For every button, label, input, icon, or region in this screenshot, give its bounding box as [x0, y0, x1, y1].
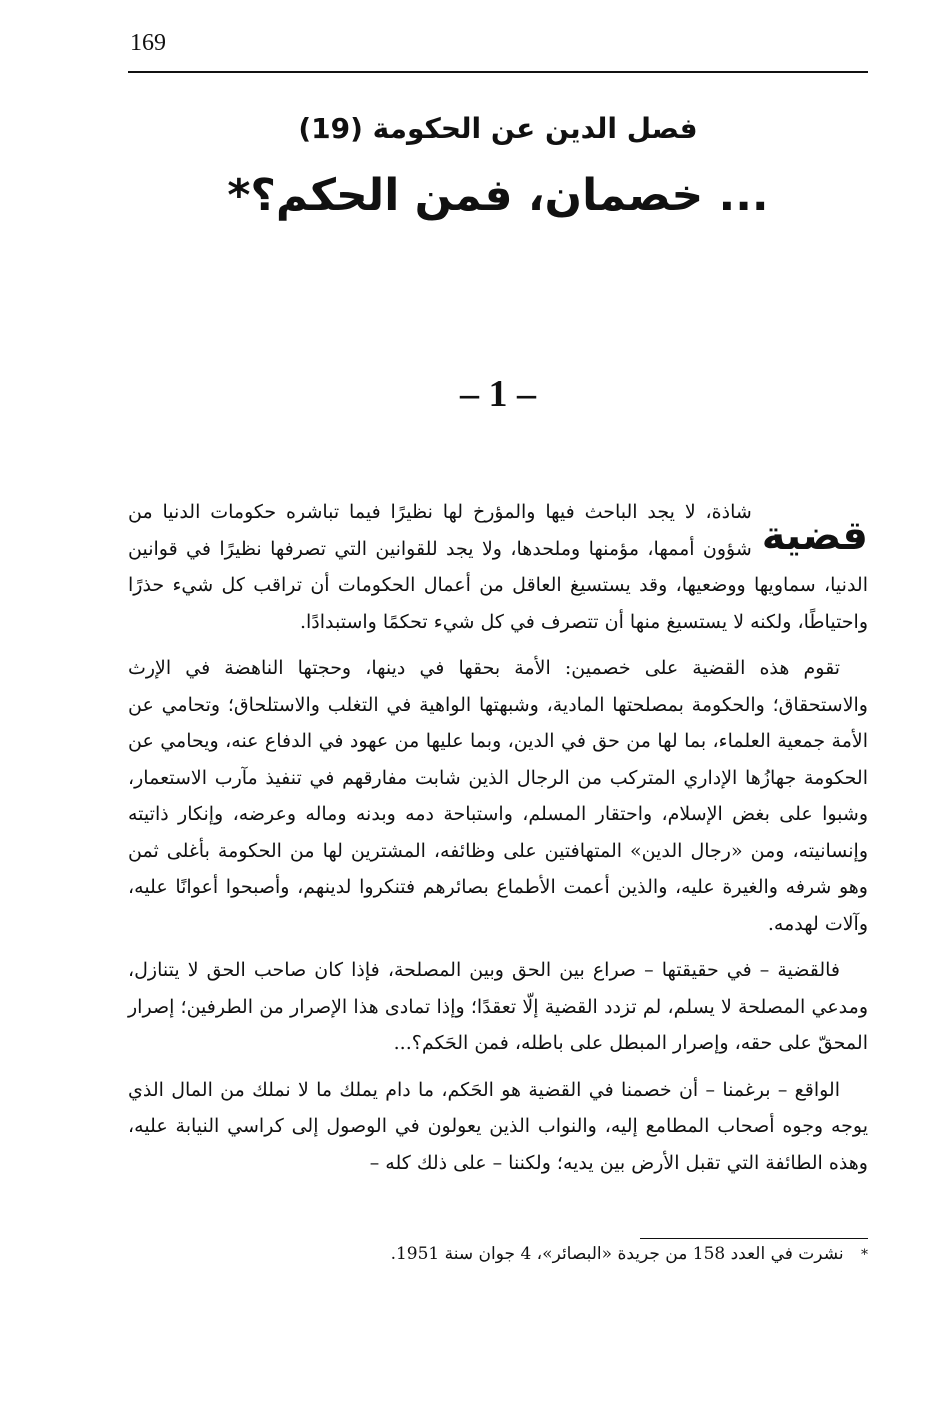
section-number: – 1 –	[460, 373, 536, 415]
paragraph: تقوم هذه القضية على خصمين: الأمة بحقها في دينها، وحجتها الناهضة في الإرث والاستحقاق؛ والحكومة بمصلحتها المادية، وشبهتها الواهية في التغلب والاستلحاق؛ وتحامي عن الأمة جمعية العلماء، بما لها من حق في الدين، وبما عليها من عهود في الدفاع عنه، ويحامي عن الحكومة جهازُها الإداري المتركب من الرجال الذين شابت مفارقهم في تنفيذ مآرب الاستعمار، وشبوا على بغض الإسلام، واحتقار المسلم، واستباحة دمه وبدنه وماله وعرضه، وإنكار ذاتيته وإنسانيته، ومن «رجال الدين» المتهافتين على وظائفه، المشترين لها من الحكومة بأغلى ثمن وهو شرفه والغيرة عليه، والذين أعمت الأطماع بصائرهم فتنكروا لدينهم، وأصبحوا أعوانًا عليه، وآلات لهدمه.	[128, 657, 868, 935]
page-number: 169	[130, 30, 166, 56]
paragraph: الواقع – برغمنا – أن خصمنا في القضية هو الحَكم، ما دام يملك ما لا نملك من المال الذي يوجه وجوه أصحاب المطامع إليه، والنواب الذين يعولون في الوصول إلى كراسي النيابة عليه، وهذه الطائفة التي تقبل الأرض بين يديه؛ ولكننا – على ذلك كله –	[128, 1078, 868, 1174]
article-title: ... خصمان، فمن الحكم؟*	[227, 170, 769, 221]
series-title: فصل الدين عن الحكومة (19)	[298, 112, 698, 145]
footnote-text: نشرت في العدد 158 من جريدة «البصائر»، 4 جوان سنة 1951.	[390, 1244, 844, 1264]
paragraph: فالقضية – في حقيقتها – صراع بين الحق وبين المصلحة، فإذا كان صاحب الحق لا يتنازل، ومدعي المصلحة لا يسلم، لم تزدد القضية إلّا تعقدًا؛ وإذا تمادى هذا الإصرار من الطرفين؛ إصرار المحقّ على حقه، وإصرار المبطل على باطله، فمن الحَكم؟...	[128, 959, 868, 1054]
paragraph	[128, 494, 868, 640]
article-body	[128, 494, 868, 1191]
paragraph-text: شاذة، لا يجد الباحث فيها والمؤرخ لها نظيرًا فيما تباشره حكومات الدنيا من شؤون أممها، مؤمنها وملحدها، ولا يجد للقوانين التي تصرفها نظيرًا في قوانين الدنيا، سماويها ووضعيها، وقد يستسيغ العاقل من أعمال الحكومات أن تراقب كل شيء حذرًا واحتياطًا، ولكنه لا يستسيغ منها أن تتصرف في كل شيء تحكمًا واستبدادًا.	[128, 501, 868, 633]
dropcap-word: قضية	[761, 513, 868, 559]
footnote-marker: *	[861, 1247, 868, 1263]
footnote	[128, 1244, 868, 1264]
footnote-rule	[640, 1238, 868, 1239]
header-rule	[128, 71, 868, 73]
